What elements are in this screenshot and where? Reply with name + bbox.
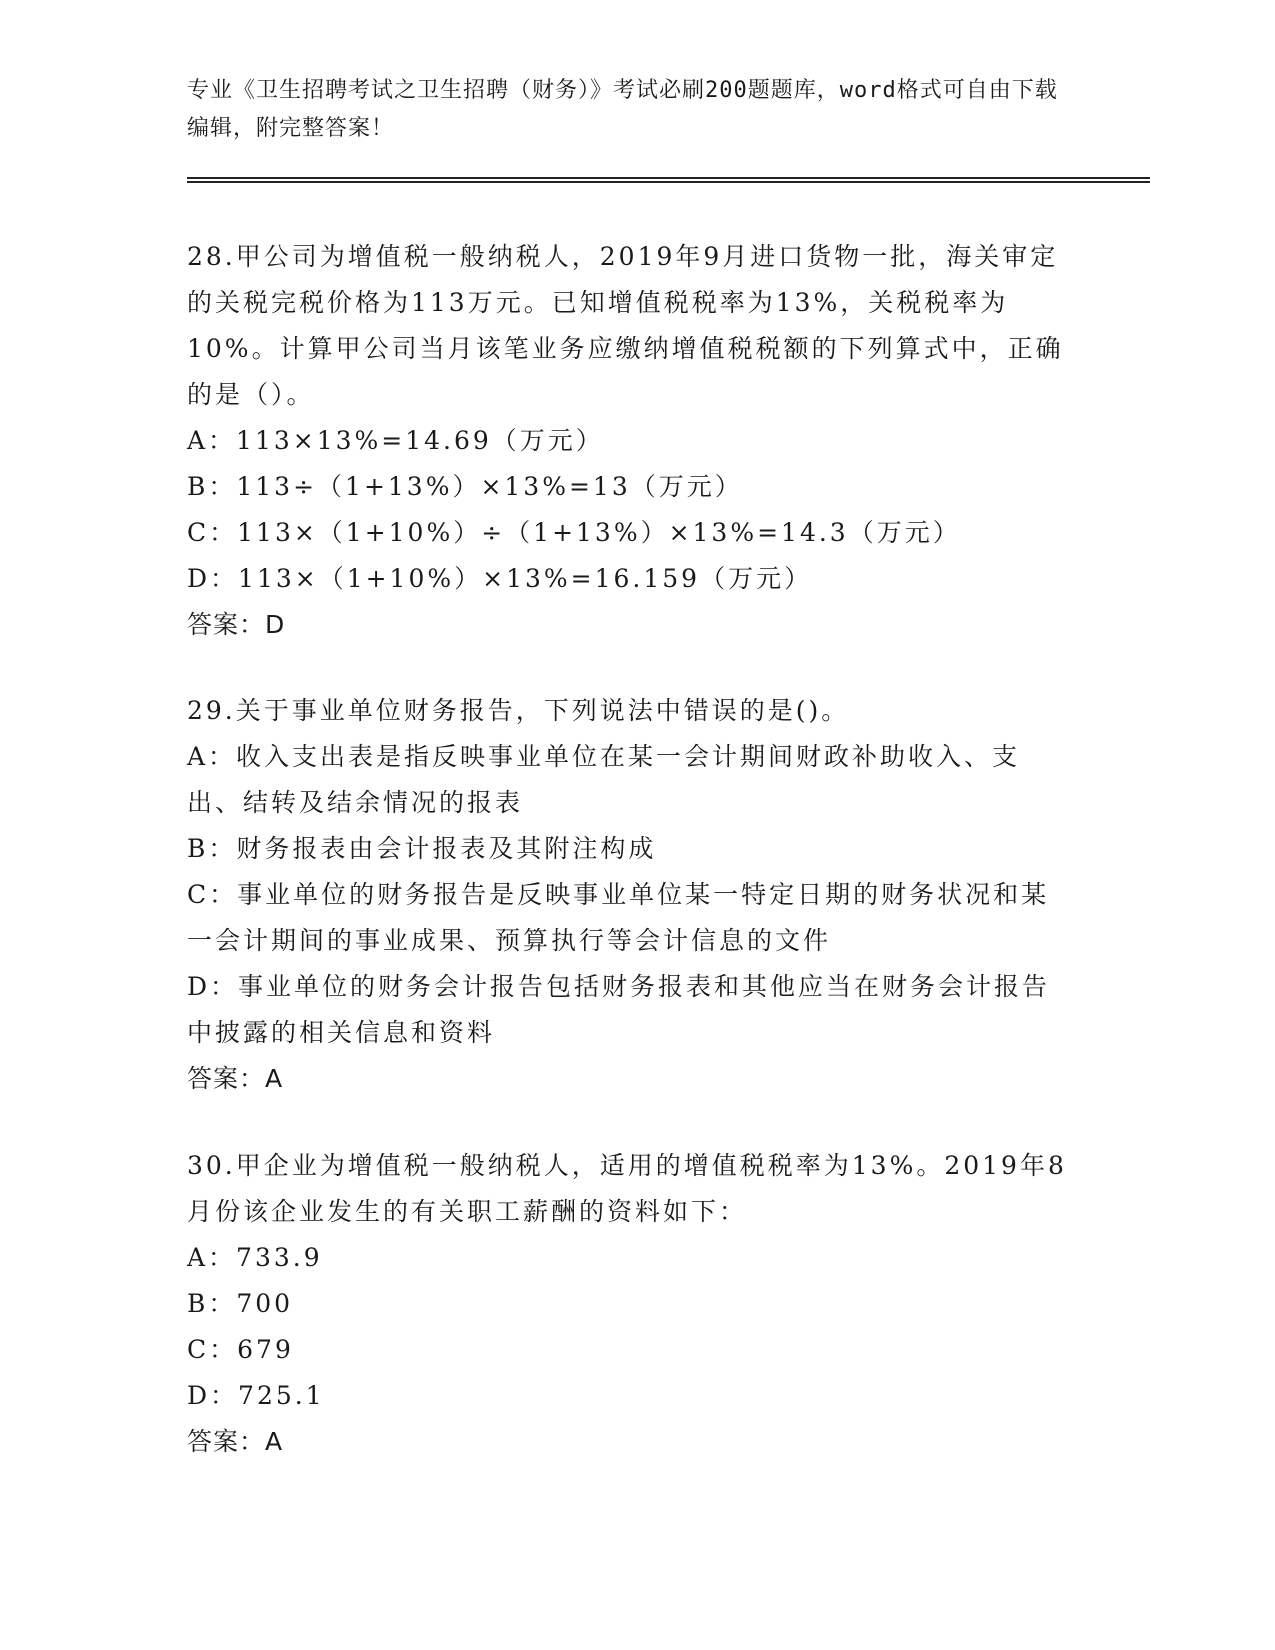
- document-header: 专业《卫生招聘考试之卫生招聘（财务）》考试必刷200题题库，word格式可自由下载编辑，附完整答案！: [187, 78, 1058, 141]
- option-d: D：事业单位的财务会计报告包括财务报表和其他应当在财务会计报告中披露的相关信息和资料: [187, 972, 1051, 1047]
- option-a: A：113×13%=14.69（万元）: [187, 426, 604, 455]
- question-28: [187, 234, 1067, 648]
- question-stem: 30.甲企业为增值税一般纳税人，适用的增值税税率为13%。2019年8月份该企业发生的有关职工薪酬的资料如下：: [187, 1151, 1067, 1226]
- option-b: B：财务报表由会计报表及其附注构成: [187, 834, 657, 863]
- option-c: C：事业单位的财务报告是反映事业单位某一特定日期的财务状况和某一会计期间的事业成果、预算执行等会计信息的文件: [187, 880, 1050, 955]
- answer: 答案：A: [187, 1427, 284, 1456]
- option-a: A：733.9: [187, 1243, 323, 1272]
- question-29: [187, 688, 1067, 1102]
- option-a: A：收入支出表是指反映事业单位在某一会计期间财政补助收入、支出、结转及结余情况的报表: [187, 742, 1021, 817]
- option-d: D：113×（1+10%）×13%=16.159（万元）: [187, 564, 813, 593]
- header-divider: [187, 177, 1150, 183]
- option-c: C：113×（1+10%）÷（1+13%）×13%=14.3（万元）: [187, 518, 961, 547]
- option-d: D：725.1: [187, 1381, 325, 1410]
- answer: 答案：D: [187, 610, 286, 639]
- question-30: [187, 1143, 1067, 1465]
- answer: 答案：A: [187, 1064, 284, 1093]
- option-c: C：679: [187, 1335, 294, 1364]
- option-b: B：113÷（1+13%）×13%=13（万元）: [187, 472, 743, 501]
- question-stem: 28.甲公司为增值税一般纳税人，2019年9月进口货物一批，海关审定的关税完税价格为113万元。已知增值税税率为13%，关税税率为10%。计算甲公司当月该笔业务应缴纳增值税税额的下列算式中，正确的是（）。: [187, 242, 1064, 409]
- option-b: B：700: [187, 1289, 294, 1318]
- question-stem: 29.关于事业单位财务报告，下列说法中错误的是()。: [187, 696, 850, 725]
